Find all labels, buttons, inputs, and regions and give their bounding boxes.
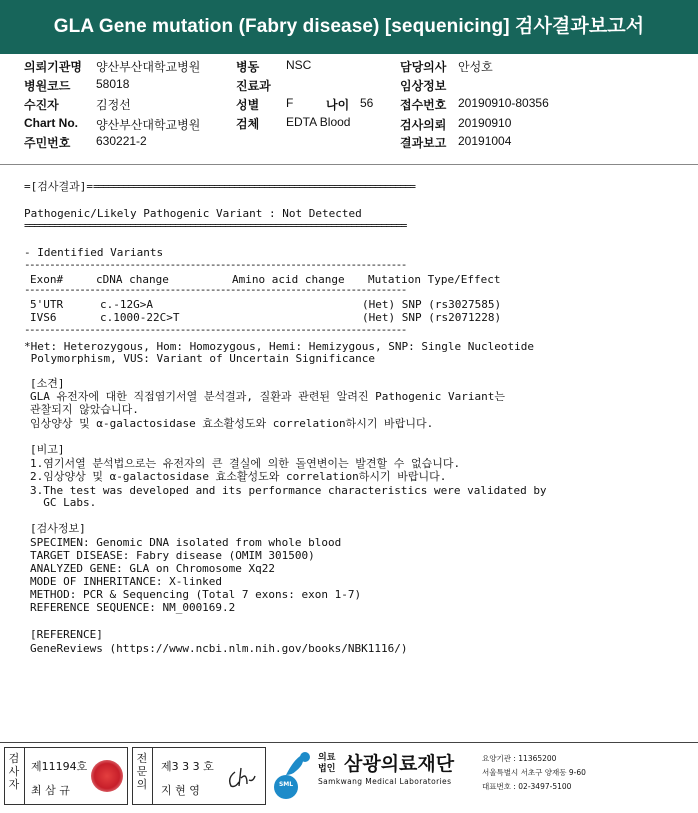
inspector-box	[4, 747, 128, 805]
chart-no-value: 양산부산대학교병원	[96, 118, 201, 132]
specialist-box	[132, 747, 266, 805]
row-cdna: c.1000-22C>T	[100, 311, 180, 324]
remarks-line-3: 3.The test was developed and its performance characteristics were validated by	[30, 484, 547, 497]
specimen-label: 검체	[236, 117, 260, 131]
org-logo-icon	[272, 749, 314, 801]
chart-no-label: Chart No.	[24, 116, 78, 130]
remarks-line-1: 1.염기서열 분석법으로는 유전자의 큰 결실에 의한 돌연변이는 발견할 수 없습니다.	[30, 457, 461, 470]
specialist-name: 지 현 영	[161, 784, 200, 797]
request-date-value: 20190910	[458, 116, 512, 130]
dash-separator-2: ----------------------------------------------------------------------------	[24, 283, 406, 296]
specialist-label: 전문의	[136, 752, 148, 791]
inspector-license-no: 제11194호	[31, 760, 88, 773]
test-info-method: METHOD: PCR & Sequencing (Total 7 exons: exon 1-7)	[30, 588, 362, 601]
ward-value: NSC	[286, 58, 312, 72]
report-date-label: 결과보고	[400, 136, 447, 150]
department-label: 진료과	[236, 79, 271, 93]
sex-label: 성별	[236, 98, 260, 112]
row-cdna: c.-12G>A	[100, 298, 153, 311]
org-name: 삼광의료재단	[344, 753, 455, 775]
col-cdna-header: cDNA change	[96, 273, 169, 286]
row-exon: 5'UTR	[30, 298, 64, 311]
test-info-inheritance: MODE OF INHERITANCE: X-linked	[30, 575, 223, 588]
id-number-label: 주민번호	[24, 136, 71, 150]
remarks-head: [비고]	[30, 443, 65, 456]
org-phone: 대표번호 : 02-3497-5100	[482, 782, 572, 791]
separator-line: ================================================================	[93, 180, 415, 193]
opinion-head: [소견]	[30, 377, 65, 390]
col-amino-header: Amino acid change	[232, 273, 345, 286]
receipt-no-value: 20190910-80356	[458, 96, 549, 110]
id-number-value: 630221-2	[96, 134, 147, 148]
result-summary: Pathogenic/Likely Pathogenic Variant : Not Detected	[24, 207, 362, 220]
reference-line-1: GeneReviews (https://www.ncbi.nlm.nih.gov/books/NBK1116/)	[30, 642, 408, 655]
double-separator: ============================================================================	[24, 219, 406, 232]
age-label: 나이	[326, 98, 350, 112]
identified-title: - Identified Variants	[24, 246, 164, 259]
row-exon: IVS6	[30, 311, 57, 324]
age-value: 56	[360, 96, 374, 110]
institution-label: 의뢰기관명	[24, 60, 82, 74]
inspector-name: 최 삼 규	[31, 784, 70, 797]
org-english-name: Samkwang Medical Laboratories	[318, 777, 452, 786]
test-info-head: [검사정보]	[30, 522, 86, 535]
report-title: GLA Gene mutation (Fabry disease) [sequenicing] 검사결과보고서	[53, 16, 645, 37]
hospital-code-value: 58018	[96, 77, 130, 91]
report-date-value: 20191004	[458, 134, 512, 148]
seal-stamp-icon	[91, 760, 123, 792]
report-header	[0, 0, 698, 54]
org-prefix: 의료법인	[318, 753, 336, 774]
result-head-text: =[검사결과]=	[24, 180, 93, 193]
row-mutation: (Het) SNP (rs2071228)	[362, 311, 502, 324]
specialist-box-divider	[152, 748, 153, 804]
test-info-gene: ANALYZED GENE: GLA on Chromosome Xq22	[30, 562, 276, 575]
doctor-value: 안성호	[458, 60, 493, 74]
specialist-license-no: 제3 3 3 호	[161, 760, 214, 773]
inspector-box-divider	[24, 748, 25, 804]
org-address: 서울특별시 서초구 양재동 9-60	[482, 768, 586, 777]
ward-label: 병동	[236, 60, 260, 74]
patient-label: 수진자	[24, 98, 59, 112]
reference-head: [REFERENCE]	[30, 628, 103, 641]
institution-value: 양산부산대학교병원	[96, 60, 201, 74]
agency-number: 요양기관 : 11365200	[482, 754, 557, 763]
inspector-label: 검사자	[8, 752, 20, 791]
remarks-line-4: GC Labs.	[30, 496, 97, 509]
patient-info-block	[24, 56, 684, 156]
result-section-head	[24, 181, 414, 193]
dash-separator-1: ----------------------------------------------------------------------------	[24, 258, 406, 271]
test-info-specimen: SPECIMEN: Genomic DNA isolated from whole blood	[30, 536, 342, 549]
doctor-label: 담당의사	[400, 60, 447, 74]
footnote-line-2: Polymorphism, VUS: Variant of Uncertain Significance	[24, 352, 375, 365]
clinical-info-label: 임상정보	[400, 79, 447, 93]
report-footer	[0, 742, 698, 813]
signature-icon	[225, 764, 257, 790]
opinion-line-3: 임상양상 및 α-galactosidase 효소활성도와 correlation하시기 바랍니다.	[30, 417, 434, 430]
dash-separator-3: ----------------------------------------------------------------------------	[24, 323, 406, 336]
info-divider	[0, 164, 698, 165]
col-mutation-header: Mutation Type/Effect	[368, 273, 501, 286]
patient-value: 김정선	[96, 98, 131, 112]
request-date-label: 검사의뢰	[400, 118, 447, 132]
hospital-code-label: 병원코드	[24, 79, 71, 93]
logo-text: SML	[278, 781, 294, 788]
opinion-line-2: 관찰되지 않았습니다.	[30, 403, 139, 416]
col-exon-header: Exon#	[30, 273, 64, 286]
remarks-line-2: 2.임상양상 및 α-galactosidase 효소활성도와 correlation하시기 바랍니다.	[30, 470, 447, 483]
opinion-line-1: GLA 유전자에 대한 직접염기서열 분석결과, 질환과 관련된 알려진 Pathogenic Variant는	[30, 390, 505, 403]
sex-value: F	[286, 96, 294, 110]
receipt-no-label: 접수번호	[400, 98, 447, 112]
specimen-value: EDTA Blood	[286, 115, 351, 129]
test-info-disease: TARGET DISEASE: Fabry disease (OMIM 301500)	[30, 549, 315, 562]
footnote-line-1: *Het: Heterozygous, Hom: Homozygous, Hemi: Hemizygous, SNP: Single Nucleotide	[24, 340, 534, 353]
test-info-reference-seq: REFERENCE SEQUENCE: NM_000169.2	[30, 601, 236, 614]
row-mutation: (Het) SNP (rs3027585)	[362, 298, 502, 311]
